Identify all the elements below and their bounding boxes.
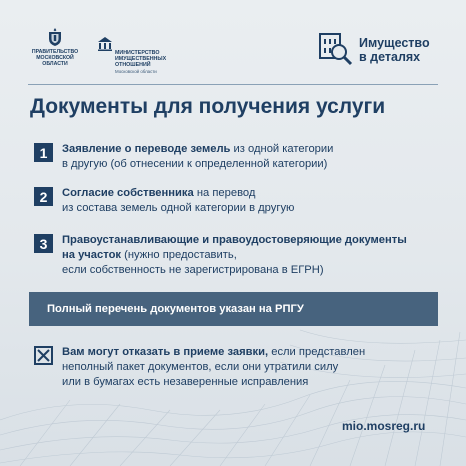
refusal-warning: Вам могут отказать в приеме заявки, если представлен неполный пакет документов, если они утратили силу или в бумагах есть незаверенные исправления [62, 346, 366, 388]
gov-logo [28, 28, 82, 68]
ministry-region: Московской области [115, 69, 157, 74]
item-number: 2 [34, 187, 53, 206]
item-text: Правоустанавливающие и правоудостоверяющие документы на участок (нужно предоставить, если собственность не зарегистрирована в ЕГРН) [62, 234, 407, 276]
badge-title: Имущество в деталях [359, 36, 430, 64]
rpgu-banner: Полный перечень документов указан на РПГУ [29, 292, 438, 326]
item-text: Согласие собственника на перевод из состава земель одной категории в другую [62, 187, 295, 214]
item-text: Заявление о переводе земель из одной категории в другую (об отнесении к определенной категории) [62, 143, 334, 170]
header [0, 0, 466, 84]
gov-logo-text: ПРАВИТЕЛЬСТВО МОСКОВСКОЙ ОБЛАСТИ [31, 49, 79, 68]
header-divider [28, 84, 438, 85]
ministry-name: МИНИСТЕРСТВО ИМУЩЕСТВЕННЫХ ОТНОШЕНИЙ [115, 50, 167, 69]
item-number: 1 [34, 143, 53, 162]
page-title: Документы для получения услуги [30, 95, 386, 118]
ministry-building-icon [97, 36, 113, 52]
site-link[interactable]: mio.mosreg.ru [342, 419, 426, 433]
building-search-icon [317, 30, 355, 68]
item-number: 3 [34, 234, 53, 253]
coat-of-arms-icon [47, 28, 63, 46]
x-box-icon [34, 346, 53, 365]
